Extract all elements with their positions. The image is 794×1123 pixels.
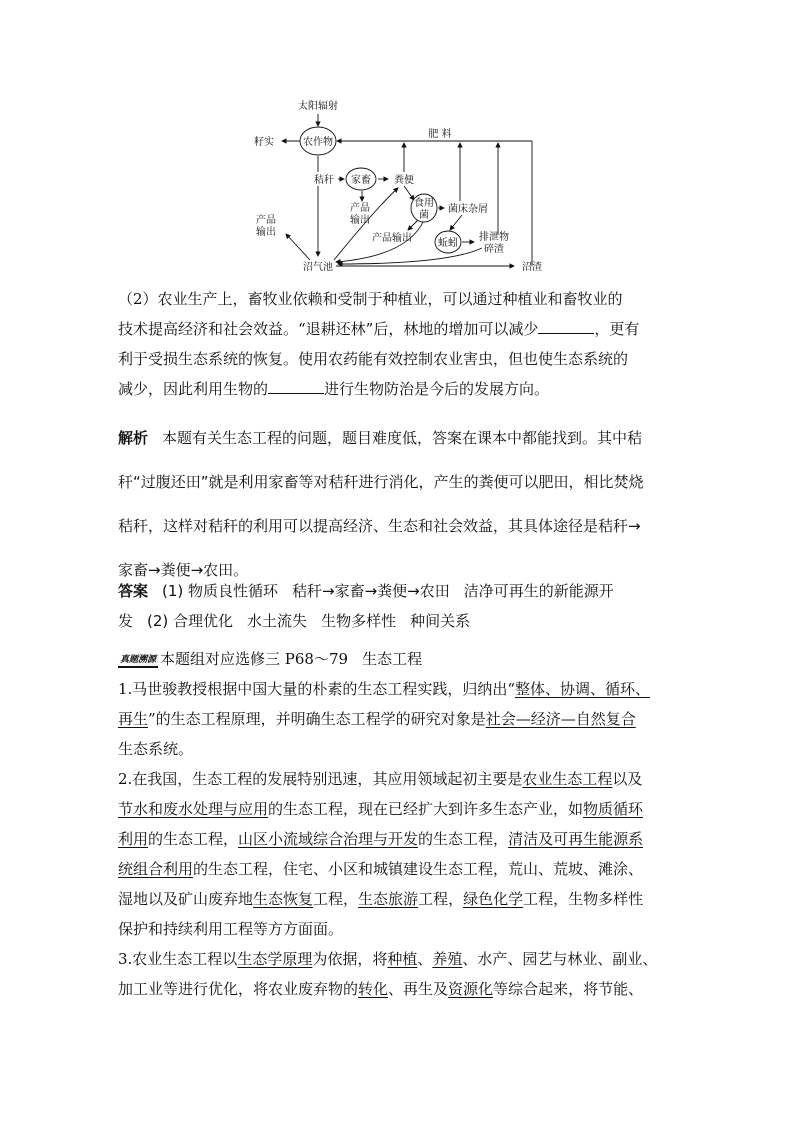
item3-g: 等综合起来，将节能、 xyxy=(493,980,644,998)
ecology-cycle-diagram xyxy=(248,96,548,278)
item2-u4: 利用 xyxy=(118,830,149,848)
question-2 xyxy=(118,284,678,404)
item2-f: 的生态工程，住宅、小区和城镇建设生态工程，荒山、荒坡、滩涂、 xyxy=(193,860,644,878)
q2-line2a: 技术提高经济和社会效益。“退耕还林”后，林地的增加可以减少 xyxy=(118,320,539,338)
item1-u2: 再生 xyxy=(118,710,149,728)
label-product2-a: 产品 xyxy=(256,215,276,226)
source-text: 本题组对应选修三 P68～79 xyxy=(160,650,349,668)
analysis-line2: 秆“过腹还田”就是利用家畜等对秸秆进行消化，产生的粪便可以肥田，相比焚烧 xyxy=(118,473,644,491)
label-fertilizer: 肥 料 xyxy=(428,129,452,140)
item2-u1: 农业生态工程 xyxy=(522,770,613,788)
item3-u2: 种植 xyxy=(387,950,418,968)
q2-line2b: ，更有 xyxy=(594,320,640,338)
analysis-line1 xyxy=(118,416,678,460)
knowledge-items xyxy=(118,674,678,1004)
item3-f: 、再生及 xyxy=(388,980,449,998)
label-bed-waste: 菌床杂屑 xyxy=(448,204,488,215)
item-2 xyxy=(118,764,678,944)
item2-u7: 统组合利用 xyxy=(118,860,194,878)
item2-u5: 山区小流域综合治理与开发 xyxy=(238,830,419,848)
source-line xyxy=(118,646,678,672)
label-sun: 太阳辐射 xyxy=(298,101,338,112)
answer-blank[interactable] xyxy=(268,379,324,394)
item2-u10: 绿色化学 xyxy=(463,890,524,908)
item2-c: 的生态工程，现在已经扩大到许多生态产业，如 xyxy=(268,800,584,818)
item2-i: 工程， xyxy=(418,890,464,908)
item2-u6: 清洁及可再生能源系 xyxy=(508,830,644,848)
answer-part3: 洁净可再生的新能源开 xyxy=(463,582,614,600)
label-biogas: 沼气池 xyxy=(303,262,333,273)
answer-part6: 水土流失 xyxy=(247,612,308,630)
label-excreta-a: 排泄物 xyxy=(479,232,509,243)
item1-b: ”的生态工程原理，并明确生态工程学的研究对象是 xyxy=(148,710,486,728)
item3-u1: 生态学原理 xyxy=(237,950,313,968)
answer-part5: (2) 合理优化 xyxy=(147,612,234,630)
item1-a: 1.马世骏教授根据中国大量的朴素的生态工程实践，归纳出“ xyxy=(118,680,515,698)
q2-line4a: 减少，因此利用生物的 xyxy=(118,380,269,398)
label-product2-b: 输出 xyxy=(256,227,276,238)
label-livestock: 家畜 xyxy=(351,175,371,186)
source-tag: 真题溯源 xyxy=(118,654,158,668)
analysis-line4: 家畜→粪便→农田。 xyxy=(118,561,249,579)
item2-j: 工程，生物多样性 xyxy=(523,890,644,908)
label-product1-a: 产品 xyxy=(350,203,370,214)
item1-c: 生态系统。 xyxy=(118,740,194,758)
answer-part8: 种间关系 xyxy=(410,612,471,630)
item2-e: 的生态工程， xyxy=(418,830,509,848)
label-fungus-a: 食用 xyxy=(414,198,434,209)
item2-d: 的生态工程， xyxy=(148,830,239,848)
item3-a: 3.农业生态工程以 xyxy=(118,950,238,968)
item3-d: 、水产、园艺与林业、副业、 xyxy=(462,950,658,968)
answer-blank[interactable] xyxy=(538,319,594,334)
answer-part7: 生物多样性 xyxy=(321,612,397,630)
item3-u4: 转化 xyxy=(358,980,389,998)
label-excreta-b: 碎渣 xyxy=(484,244,504,255)
item2-u8: 生态恢复 xyxy=(253,890,314,908)
answer-line1 xyxy=(118,576,678,606)
label-straw: 秸秆 xyxy=(314,175,334,186)
item1-u1: 整体、协调、循环、 xyxy=(514,680,650,698)
analysis-label: 解析 xyxy=(118,429,149,447)
q2-line2 xyxy=(118,314,678,344)
label-product3: 产品输出 xyxy=(372,233,412,244)
diagram-svg xyxy=(248,96,548,278)
source-topic: 生态工程 xyxy=(362,650,423,668)
item2-u9: 生态旅游 xyxy=(358,890,419,908)
item3-u3: 养殖 xyxy=(432,950,463,968)
item-3 xyxy=(118,944,678,1004)
label-earthworm: 蚯蚓 xyxy=(438,238,458,249)
item2-u2: 节水和废水处理与应用 xyxy=(118,800,269,818)
answer-part4: 发 xyxy=(118,612,134,630)
answer-part1: (1) 物质良性循环 xyxy=(162,582,279,600)
answer-part2: 秸秆→家畜→粪便→农田 xyxy=(292,582,450,600)
label-product1-b: 输出 xyxy=(350,215,370,226)
item1-u3: 社会—经济—自然复合 xyxy=(485,710,636,728)
item2-k: 保护和持续利用工程等方方面面。 xyxy=(118,920,344,938)
item3-u5: 资源化 xyxy=(448,980,494,998)
item3-c: 、 xyxy=(417,950,433,968)
item2-b: 以及 xyxy=(612,770,643,788)
q2-line4b: 进行生物防治是今后的发展方向。 xyxy=(324,380,550,398)
label-residue: 沼渣 xyxy=(522,262,542,273)
item2-u3: 物质循环 xyxy=(583,800,644,818)
item-1 xyxy=(118,674,678,764)
label-crop: 农作物 xyxy=(303,137,333,148)
label-fungus-b: 菌 xyxy=(419,210,429,221)
answer-label: 答案 xyxy=(118,582,149,600)
analysis-section xyxy=(118,416,678,592)
q2-line4 xyxy=(118,374,678,404)
item3-e: 加工业等进行优化，将农业废弃物的 xyxy=(118,980,359,998)
q2-line3: 利于受损生态系统的恢复。使用农药能有效控制农业害虫，但也使生态系统的 xyxy=(118,350,629,368)
item3-b: 为依据，将 xyxy=(312,950,388,968)
answer-line2 xyxy=(118,606,678,636)
item2-h: 工程， xyxy=(313,890,359,908)
answer-section xyxy=(118,576,678,636)
analysis-text1: 本题有关生态工程的问题，题目难度低，答案在课本中都能找到。其中秸 xyxy=(162,429,643,447)
item2-a: 2.在我国，生态工程的发展特别迅速，其应用领域起初主要是 xyxy=(118,770,523,788)
item2-g: 湿地以及矿山废弃地 xyxy=(118,890,254,908)
label-dung: 粪便 xyxy=(394,175,414,186)
label-seed: 籽实 xyxy=(254,137,274,148)
q2-line1: （2）农业生产上，畜牧业依赖和受制于种植业，可以通过种植业和畜牧业的 xyxy=(118,290,623,308)
analysis-line3: 秸秆，这样对秸秆的利用可以提高经济、生态和社会效益，其具体途径是秸秆→ xyxy=(118,517,641,535)
